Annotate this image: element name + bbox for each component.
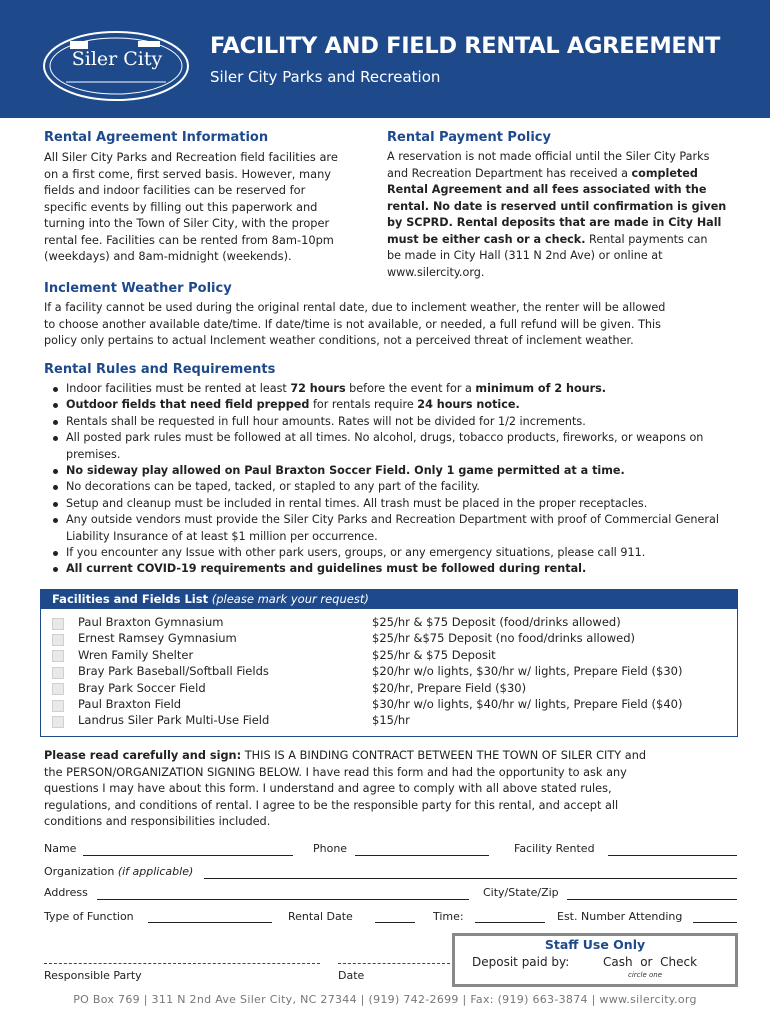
text-span: and Recreation Department has received a bbox=[387, 166, 632, 180]
text-span: before the event for a bbox=[345, 382, 476, 395]
text-line: questions I may have about this form. I understand and agree to comply with all above stated rules, bbox=[44, 782, 612, 795]
contract-text bbox=[44, 748, 646, 831]
text-line: rental fee. Facilities can be rented from 8am-10pm bbox=[44, 232, 334, 247]
facility-price: $20/hr, Prepare Field ($30) bbox=[372, 681, 527, 695]
text-line: regulations, and conditions of rental. I agree to be the responsible party for this rental, and accept all bbox=[44, 798, 619, 812]
text-line: A reservation is not made official until the Siler City Parks bbox=[387, 150, 710, 163]
text-bold: by SCPRD. Rental deposits that are made in City Hall bbox=[387, 216, 722, 229]
facility-price: $30/hr w/o lights, $40/hr w/ lights, Prepare Field ($40) bbox=[372, 697, 683, 711]
text-line: to choose another available date/time. If date/time is not available, or needed, a full refund will be given. This bbox=[44, 317, 661, 331]
time-label: Time: bbox=[433, 910, 464, 923]
text-line bbox=[387, 182, 726, 199]
rental-date-field[interactable] bbox=[375, 922, 415, 923]
list-item: Setup and cleanup must be included in rental times. All trash must be placed in the proper receptacles. bbox=[48, 496, 738, 512]
text-bold: Outdoor fields that need field prepped bbox=[66, 398, 310, 412]
facility-checkbox[interactable] bbox=[52, 618, 64, 630]
payment-method-options[interactable]: Cash or Check bbox=[603, 955, 698, 969]
footer-contact: PO Box 769 | 311 N 2nd Ave Siler City, NC 27344 | (919) 742-2699 | Fax: (919) 663-3874 | www.silercity.org bbox=[73, 993, 697, 1006]
time-field[interactable] bbox=[475, 922, 545, 923]
text-bold: must be either cash or a check. bbox=[387, 232, 586, 246]
text-italic: (if applicable) bbox=[117, 865, 194, 878]
deposit-paid-label: Deposit paid by: bbox=[472, 955, 570, 969]
text-line: policy only pertains to actual Inclement weather conditions, not a perceived threat of inclement weather. bbox=[44, 334, 634, 347]
list-item: Rentals shall be requested in full hour amounts. Rates will not be divided for 1/2 increments. bbox=[48, 414, 738, 430]
text-line bbox=[387, 199, 726, 216]
facility-checkbox[interactable] bbox=[52, 700, 64, 712]
text-line: turning into the Town of Siler City, with the proper bbox=[44, 216, 330, 230]
facility-checkbox[interactable] bbox=[52, 634, 64, 646]
facility-name: Wren Family Shelter bbox=[78, 648, 194, 662]
city-state-zip-field[interactable] bbox=[567, 899, 737, 900]
phone-field[interactable] bbox=[355, 855, 489, 856]
facility-name: Landrus Siler Park Multi-Use Field bbox=[78, 713, 270, 727]
text-line: All Siler City Parks and Recreation field facilities are bbox=[44, 150, 338, 164]
city-state-zip-label: City/State/Zip bbox=[483, 886, 559, 899]
list-item: If you encounter any Issue with other park users, groups, or any emergency situations, please call 911. bbox=[48, 545, 738, 561]
text-bold: Rental Agreement and all fees associated with the bbox=[387, 183, 707, 196]
text-line bbox=[387, 232, 726, 249]
text-bold: 24 hours notice. bbox=[417, 398, 520, 412]
text-line: (weekdays) and 8am-midnight (weekends). bbox=[44, 249, 292, 263]
page-subtitle: Siler City Parks and Recreation bbox=[210, 68, 441, 86]
text-span: THIS IS A BINDING CONTRACT BETWEEN THE TOWN OF SILER CITY and bbox=[241, 749, 647, 762]
responsible-party-label: Responsible Party bbox=[44, 969, 142, 982]
text-bold: 72 hours bbox=[290, 382, 346, 395]
facility-rented-field[interactable] bbox=[608, 855, 737, 856]
text-line bbox=[387, 166, 726, 183]
text-line bbox=[387, 215, 726, 232]
text-line: on a first come, first served basis. However, many bbox=[44, 166, 332, 181]
facility-name: Paul Braxton Field bbox=[78, 697, 182, 711]
circle-one-note: circle one bbox=[628, 971, 663, 979]
list-item: Any outside vendors must provide the Siler City Parks and Recreation Department with proof of Commercial General Liability Insurance of at least $1 million per occurrence. bbox=[48, 512, 738, 545]
list-item bbox=[48, 397, 738, 413]
staff-use-title: Staff Use Only bbox=[544, 937, 646, 952]
type-of-function-label: Type of Function bbox=[44, 910, 134, 923]
list-item bbox=[48, 463, 738, 479]
rental-info-title: Rental Agreement Information bbox=[44, 130, 269, 145]
list-item: No decorations can be taped, tacked, or stapled to any part of the facility. bbox=[48, 479, 738, 495]
text-bold: rental. No date is reserved until confirmation is given bbox=[387, 199, 727, 213]
est-attending-field[interactable] bbox=[693, 922, 737, 923]
facility-name: Ernest Ramsey Gymnasium bbox=[78, 631, 237, 645]
text-line: conditions and responsibilities included. bbox=[44, 815, 271, 828]
organization-label bbox=[44, 865, 193, 878]
facilities-title: Facilities and Fields List bbox=[52, 592, 209, 606]
rental-info-text bbox=[44, 149, 338, 265]
facility-price: $20/hr w/o lights, $30/hr w/ lights, Prepare Field ($30) bbox=[372, 664, 683, 678]
list-item bbox=[48, 561, 738, 577]
date-signature-line[interactable] bbox=[338, 963, 450, 964]
text-line: fields and indoor facilities can be reserved for bbox=[44, 183, 306, 197]
text-span: Rental payments can bbox=[585, 232, 708, 246]
page-title: FACILITY AND FIELD RENTAL AGREEMENT bbox=[210, 33, 721, 59]
facility-price: $25/hr & $75 Deposit bbox=[372, 648, 496, 662]
text-bold: minimum of 2 hours. bbox=[475, 382, 607, 395]
list-item: All posted park rules must be followed at all times. No alcohol, drugs, tobacco products, fireworks, or weapons on premises. bbox=[48, 430, 738, 463]
text-line: specific events by filling out this paperwork and bbox=[44, 199, 318, 214]
facility-price: $15/hr bbox=[372, 713, 410, 727]
rules-title: Rental Rules and Requirements bbox=[44, 362, 276, 377]
list-item bbox=[48, 381, 738, 397]
facility-name: Bray Park Baseball/Softball Fields bbox=[78, 664, 269, 678]
text-span: Organization bbox=[44, 865, 115, 878]
facility-checkbox[interactable] bbox=[52, 716, 64, 728]
facility-name: Bray Park Soccer Field bbox=[78, 681, 206, 695]
payment-policy-text bbox=[387, 149, 726, 281]
name-label: Name bbox=[44, 842, 77, 855]
text-line: be made in City Hall (311 N 2nd Ave) or online at bbox=[387, 249, 663, 262]
text-line: If a facility cannot be used during the original rental date, due to inclement weather, the renter will be allowed bbox=[44, 301, 666, 314]
facility-checkbox[interactable] bbox=[52, 667, 64, 679]
address-label: Address bbox=[44, 886, 88, 899]
text-bold: Please read carefully and sign: bbox=[44, 749, 242, 762]
name-field[interactable] bbox=[83, 855, 293, 856]
payment-policy-title: Rental Payment Policy bbox=[387, 130, 551, 145]
rules-list bbox=[48, 381, 738, 578]
facility-checkbox[interactable] bbox=[52, 683, 64, 695]
text-span: for rentals require bbox=[309, 398, 418, 412]
text-span: Indoor facilities must be rented at least bbox=[66, 382, 291, 395]
text-bold: All current COVID-19 requirements and guidelines must be followed during rental. bbox=[66, 562, 587, 576]
text-line: the PERSON/ORGANIZATION SIGNING BELOW. I have read this form and had the opportunity to ask any bbox=[44, 765, 627, 779]
facility-price: $25/hr & $75 Deposit (food/drinks allowed) bbox=[372, 615, 621, 629]
responsible-party-signature-line[interactable] bbox=[44, 963, 320, 964]
header-banner bbox=[0, 0, 770, 118]
facilities-note: (please mark your request) bbox=[211, 592, 369, 606]
organization-field[interactable] bbox=[204, 878, 737, 879]
est-attending-label: Est. Number Attending bbox=[557, 910, 683, 923]
text-line bbox=[44, 748, 646, 765]
type-of-function-field[interactable] bbox=[148, 922, 272, 923]
text-bold: No sideway play allowed on Paul Braxton Soccer Field. Only 1 game permitted at a time. bbox=[66, 464, 625, 478]
text-bold: completed bbox=[631, 166, 698, 180]
facility-name: Paul Braxton Gymnasium bbox=[78, 615, 224, 629]
date-label: Date bbox=[338, 969, 365, 982]
facility-rented-label: Facility Rented bbox=[514, 842, 595, 855]
weather-policy-title: Inclement Weather Policy bbox=[44, 281, 232, 296]
facility-checkbox[interactable] bbox=[52, 650, 64, 662]
text-line: www.silercity.org. bbox=[387, 265, 485, 279]
address-field[interactable] bbox=[97, 899, 469, 900]
logo-text: Siler City bbox=[71, 48, 163, 70]
phone-label: Phone bbox=[313, 842, 348, 855]
facility-price: $25/hr &$75 Deposit (no food/drinks allowed) bbox=[372, 631, 636, 645]
facilities-header bbox=[40, 589, 738, 609]
weather-policy-text bbox=[44, 300, 665, 350]
rental-date-label: Rental Date bbox=[288, 910, 353, 923]
